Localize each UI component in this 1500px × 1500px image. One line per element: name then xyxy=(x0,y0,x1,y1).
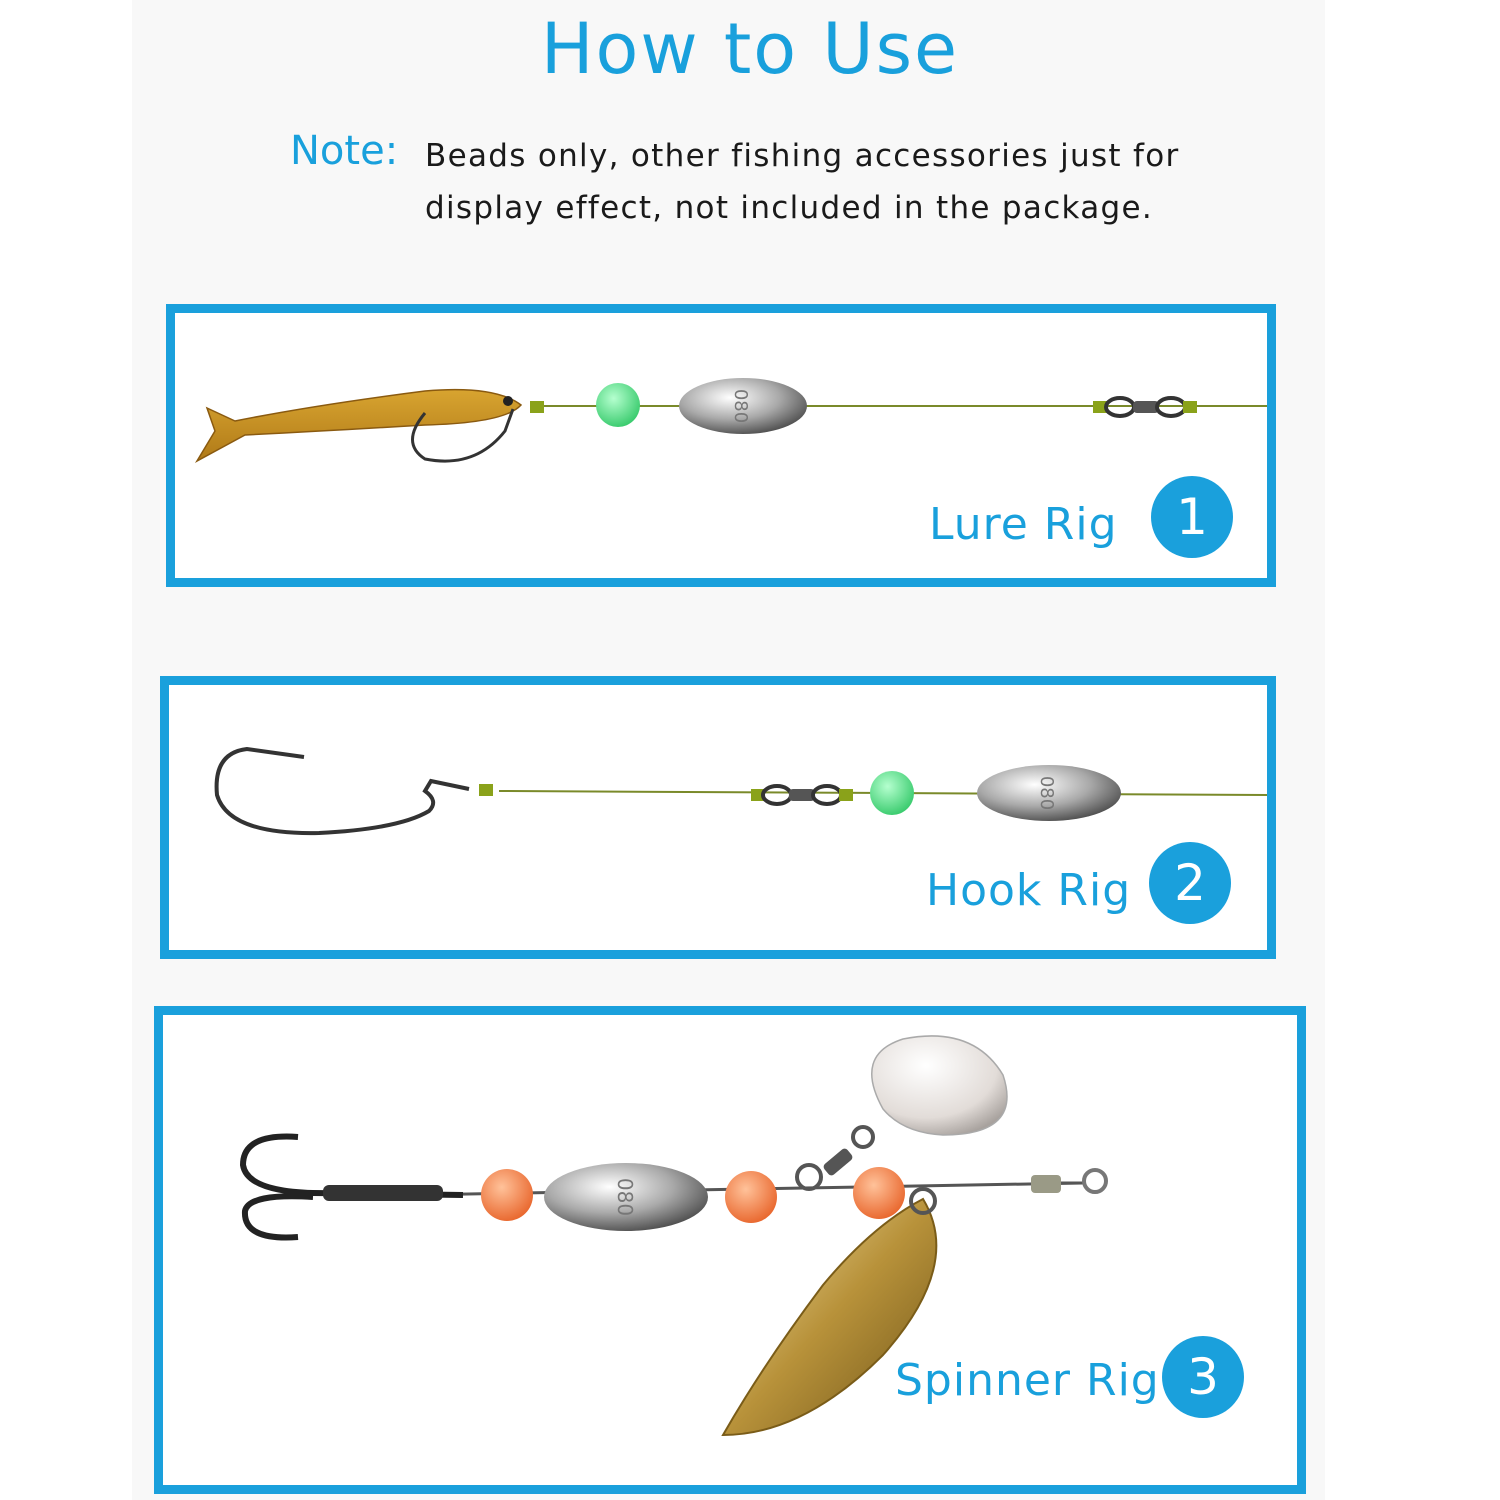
treble-hook-icon xyxy=(243,1137,463,1238)
note-line-1: Beads only, other fishing accessories just for xyxy=(425,138,1180,174)
rig-number-1: 1 xyxy=(1151,476,1233,558)
hook-rig-panel xyxy=(160,676,1276,959)
note-label: Note: xyxy=(290,128,399,174)
rig-label-lure: Lure Rig xyxy=(929,499,1118,550)
sinker-mark: 080 xyxy=(730,388,751,424)
orange-bead-icon xyxy=(481,1169,533,1221)
lure-rig-panel xyxy=(166,304,1276,587)
orange-bead-icon xyxy=(853,1167,905,1219)
line-stopper-icon xyxy=(479,784,493,796)
rig-label-spinner: Spinner Rig xyxy=(895,1355,1160,1406)
spinner-rig-illustration xyxy=(163,1015,1297,1485)
sinker-mark: 080 xyxy=(1036,775,1057,811)
line-stopper-icon xyxy=(530,401,544,413)
sinker-mark: 080 xyxy=(613,1177,637,1217)
note-text xyxy=(425,130,1245,234)
note-line-2: display effect, not included in the package. xyxy=(425,190,1154,226)
rig-label-hook: Hook Rig xyxy=(926,865,1132,916)
hook-icon xyxy=(217,749,469,833)
rig-number-3: 3 xyxy=(1162,1336,1244,1418)
swivel-icon xyxy=(751,786,853,804)
green-bead-icon xyxy=(870,771,914,815)
spinner-rig-panel xyxy=(154,1006,1306,1494)
colorado-blade-icon xyxy=(872,1036,1007,1135)
page-title: How to Use xyxy=(540,8,960,90)
soft-lure-icon xyxy=(197,390,521,461)
end-swivel-icon xyxy=(1031,1170,1106,1193)
rig-number-2: 2 xyxy=(1149,842,1231,924)
orange-bead-icon xyxy=(725,1171,777,1223)
green-bead-icon xyxy=(596,383,640,427)
